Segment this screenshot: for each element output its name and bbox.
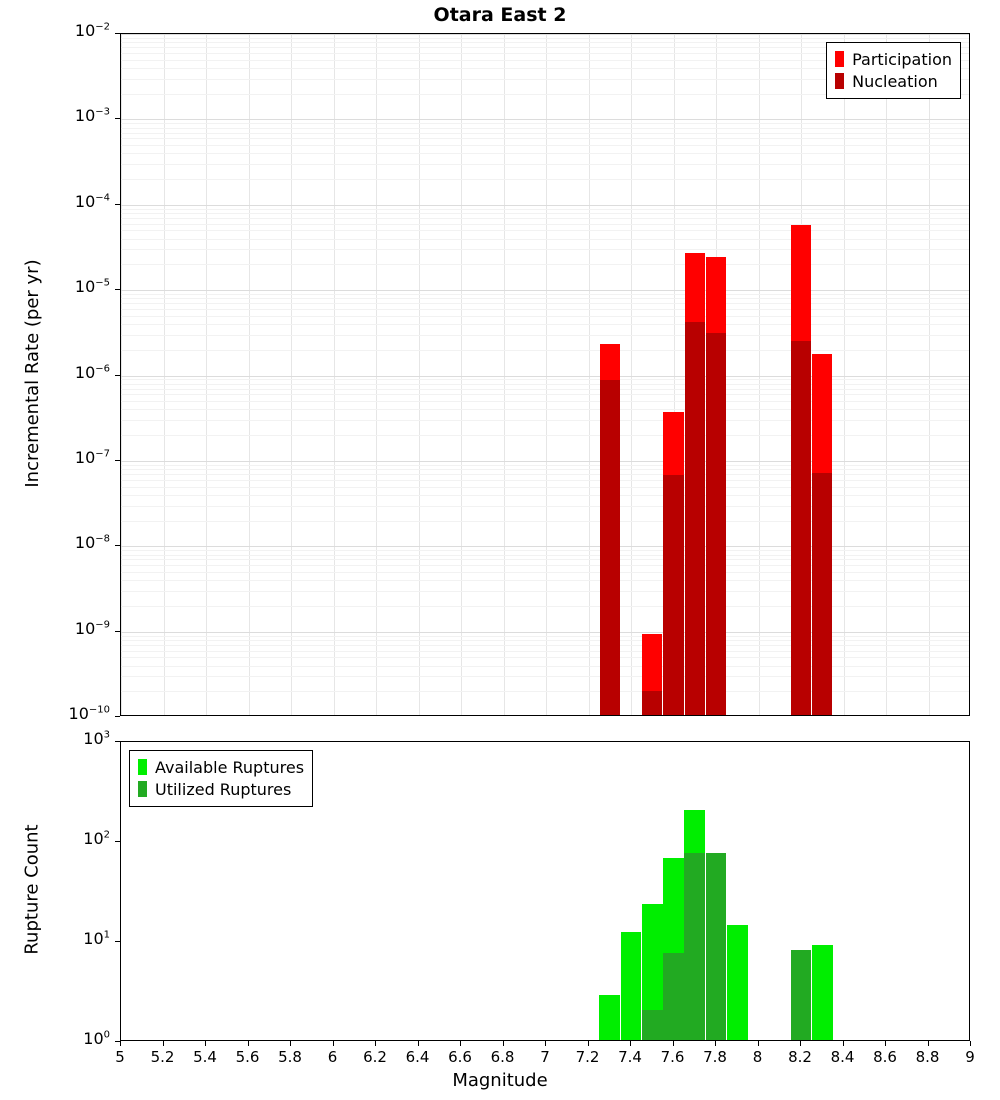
gridline-horizontal bbox=[121, 487, 969, 488]
incremental-rate-plot bbox=[120, 33, 970, 716]
gridline-horizontal bbox=[121, 559, 969, 560]
gridline-horizontal bbox=[121, 119, 969, 120]
legend-item-utilized-ruptures bbox=[138, 778, 304, 800]
gridline-horizontal bbox=[121, 640, 969, 641]
gridline-horizontal bbox=[121, 230, 969, 231]
y-tick-label: $10^{-6}$ bbox=[74, 362, 110, 382]
bar-utilized-ruptures bbox=[684, 853, 705, 1040]
x-tick-label: 8.6 bbox=[873, 1048, 897, 1066]
y-tick-label: $10^{-3}$ bbox=[74, 106, 110, 126]
y-tick-label: $10^0$ bbox=[83, 1029, 110, 1048]
y-tick-label: $10^{-8}$ bbox=[74, 533, 110, 553]
gridline-horizontal bbox=[121, 303, 969, 304]
bar-nucleation bbox=[663, 475, 683, 715]
legend-label-utilized-ruptures: Utilized Ruptures bbox=[155, 779, 292, 799]
x-tick-label: 8.2 bbox=[788, 1048, 812, 1066]
gridline-horizontal bbox=[121, 555, 969, 556]
gridline-horizontal bbox=[121, 565, 969, 566]
bar-nucleation bbox=[812, 473, 832, 715]
x-tick-mark bbox=[120, 1041, 121, 1046]
y-axis-title-incremental-rate: Incremental Rate (per yr) bbox=[21, 258, 43, 488]
y-tick-mark bbox=[115, 631, 120, 632]
gridline-horizontal bbox=[121, 666, 969, 667]
x-tick-mark bbox=[545, 1041, 546, 1046]
x-tick-mark bbox=[758, 1041, 759, 1046]
gridline-horizontal bbox=[121, 209, 969, 210]
x-tick-mark bbox=[928, 1041, 929, 1046]
y-tick-mark bbox=[115, 204, 120, 205]
gridline-horizontal bbox=[121, 591, 969, 592]
x-tick-mark bbox=[290, 1041, 291, 1046]
x-tick-mark bbox=[163, 1041, 164, 1046]
gridline-horizontal bbox=[121, 379, 969, 380]
y-tick-mark bbox=[115, 741, 120, 742]
x-tick-label: 6.8 bbox=[490, 1048, 515, 1066]
bar-utilized-ruptures bbox=[663, 953, 684, 1041]
x-tick-label: 5.8 bbox=[278, 1048, 302, 1066]
gridline-horizontal bbox=[121, 164, 969, 165]
x-tick-label: 7.6 bbox=[660, 1048, 685, 1066]
x-tick-label: 9 bbox=[965, 1048, 975, 1066]
gridline-horizontal bbox=[121, 290, 969, 291]
legend-incremental-rate bbox=[826, 42, 961, 99]
gridline-horizontal bbox=[121, 632, 969, 633]
gridline-horizontal bbox=[121, 350, 969, 351]
gridline-horizontal bbox=[121, 34, 969, 35]
bar-nucleation bbox=[706, 333, 726, 715]
legend-label-available-ruptures: Available Ruptures bbox=[155, 757, 305, 777]
y-tick-label: $10^{-4}$ bbox=[74, 191, 110, 211]
gridline-horizontal bbox=[121, 389, 969, 390]
bar-available-ruptures bbox=[599, 995, 620, 1040]
legend-label-participation: Participation bbox=[852, 49, 952, 69]
legend-item-nucleation bbox=[835, 70, 952, 92]
gridline-horizontal bbox=[121, 309, 969, 310]
y-axis-title-rupture-count: Rupture Count bbox=[21, 824, 43, 955]
legend-swatch-participation bbox=[835, 51, 844, 67]
gridline-vertical bbox=[461, 34, 462, 715]
y-tick-label: $10^{-7}$ bbox=[74, 447, 110, 467]
x-tick-mark bbox=[970, 1041, 971, 1046]
x-tick-mark bbox=[588, 1041, 589, 1046]
gridline-horizontal bbox=[121, 38, 969, 39]
x-tick-label: 5.6 bbox=[235, 1048, 260, 1066]
gridline-horizontal bbox=[121, 335, 969, 336]
gridline-horizontal bbox=[121, 420, 969, 421]
bar-utilized-ruptures bbox=[706, 853, 727, 1040]
x-tick-mark bbox=[418, 1041, 419, 1046]
y-tick-mark bbox=[115, 289, 120, 290]
x-tick-label: 6.6 bbox=[448, 1048, 472, 1066]
x-tick-label: 7.2 bbox=[575, 1048, 600, 1066]
gridline-horizontal bbox=[121, 133, 969, 134]
gridline-vertical bbox=[121, 34, 122, 715]
y-tick-label: $10^{-9}$ bbox=[74, 618, 110, 638]
bar-available-ruptures bbox=[621, 932, 642, 1040]
gridline-vertical bbox=[419, 34, 420, 715]
bar-nucleation bbox=[791, 341, 811, 715]
y-tick-mark bbox=[115, 118, 120, 119]
gridline-horizontal bbox=[121, 495, 969, 496]
gridline-horizontal bbox=[121, 298, 969, 299]
gridline-horizontal bbox=[121, 580, 969, 581]
gridline-vertical bbox=[334, 34, 335, 715]
x-tick-mark bbox=[673, 1041, 674, 1046]
gridline-horizontal bbox=[121, 264, 969, 265]
gridline-horizontal bbox=[121, 572, 969, 573]
bar-utilized-ruptures bbox=[642, 1010, 663, 1040]
gridline-vertical bbox=[844, 34, 845, 715]
gridline-horizontal bbox=[121, 218, 969, 219]
x-tick-mark bbox=[205, 1041, 206, 1046]
gridline-horizontal bbox=[121, 606, 969, 607]
gridline-horizontal bbox=[121, 123, 969, 124]
gridline-horizontal bbox=[121, 145, 969, 146]
x-tick-label: 5 bbox=[115, 1048, 125, 1066]
gridline-vertical bbox=[631, 34, 632, 715]
y-tick-mark bbox=[115, 941, 120, 942]
y-tick-label: $10^{-2}$ bbox=[74, 21, 110, 40]
gridline-horizontal bbox=[121, 153, 969, 154]
gridline-vertical bbox=[546, 34, 547, 715]
gridline-horizontal bbox=[121, 521, 969, 522]
y-tick-label: $10^1$ bbox=[83, 929, 110, 948]
gridline-horizontal bbox=[121, 128, 969, 129]
x-tick-mark bbox=[630, 1041, 631, 1046]
x-tick-mark bbox=[843, 1041, 844, 1046]
gridline-horizontal bbox=[121, 435, 969, 436]
gridline-horizontal bbox=[121, 324, 969, 325]
y-tick-mark bbox=[115, 716, 120, 717]
legend-rupture-count bbox=[129, 750, 313, 807]
gridline-horizontal bbox=[121, 316, 969, 317]
legend-swatch-nucleation bbox=[835, 73, 844, 89]
gridline-horizontal bbox=[121, 384, 969, 385]
x-tick-mark bbox=[375, 1041, 376, 1046]
gridline-horizontal bbox=[121, 550, 969, 551]
x-tick-label: 6.4 bbox=[405, 1048, 430, 1066]
x-tick-label: 7 bbox=[540, 1048, 550, 1066]
gridline-horizontal bbox=[121, 138, 969, 139]
gridline-vertical bbox=[504, 34, 505, 715]
gridline-horizontal bbox=[121, 294, 969, 295]
bar-nucleation bbox=[685, 322, 705, 715]
gridline-horizontal bbox=[121, 651, 969, 652]
gridline-vertical bbox=[291, 34, 292, 715]
gridline-horizontal bbox=[121, 224, 969, 225]
gridline-horizontal bbox=[121, 469, 969, 470]
gridline-vertical bbox=[886, 34, 887, 715]
x-tick-label: 8 bbox=[752, 1048, 763, 1066]
gridline-horizontal bbox=[121, 401, 969, 402]
gridline-horizontal bbox=[121, 691, 969, 692]
legend-swatch-utilized-ruptures bbox=[138, 781, 147, 797]
page-title: Otara East 2 bbox=[433, 4, 567, 26]
y-tick-label: $10^3$ bbox=[83, 729, 110, 748]
gridline-vertical bbox=[249, 34, 250, 715]
gridline-horizontal bbox=[121, 239, 969, 240]
y-tick-label: $10^{-10}$ bbox=[68, 704, 110, 723]
x-tick-mark bbox=[800, 1041, 801, 1046]
gridline-horizontal bbox=[121, 179, 969, 180]
gridline-vertical bbox=[589, 34, 590, 715]
gridline-horizontal bbox=[121, 213, 969, 214]
x-tick-mark bbox=[333, 1041, 334, 1046]
gridline-horizontal bbox=[121, 394, 969, 395]
legend-label-nucleation: Nucleation bbox=[852, 71, 938, 91]
x-tick-label: 5.4 bbox=[193, 1048, 217, 1066]
gridline-vertical bbox=[376, 34, 377, 715]
gridline-horizontal bbox=[121, 676, 969, 677]
gridline-vertical bbox=[164, 34, 165, 715]
gridline-horizontal bbox=[121, 249, 969, 250]
gridline-horizontal bbox=[121, 205, 969, 206]
incremental-rate-plot-area bbox=[121, 34, 969, 715]
x-tick-mark bbox=[248, 1041, 249, 1046]
gridline-horizontal bbox=[121, 465, 969, 466]
gridline-horizontal bbox=[121, 657, 969, 658]
x-tick-label: 6 bbox=[327, 1048, 338, 1066]
gridline-horizontal bbox=[121, 461, 969, 462]
gridline-vertical bbox=[206, 34, 207, 715]
x-tick-label: 8.8 bbox=[915, 1048, 940, 1066]
bar-nucleation bbox=[600, 380, 620, 715]
x-tick-label: 5.2 bbox=[150, 1048, 175, 1066]
bar-nucleation bbox=[642, 691, 662, 715]
gridline-horizontal bbox=[121, 480, 969, 481]
gridline-horizontal bbox=[121, 409, 969, 410]
x-tick-mark bbox=[715, 1041, 716, 1046]
y-tick-label: $10^{-5}$ bbox=[74, 277, 110, 297]
y-tick-label: $10^2$ bbox=[83, 829, 110, 848]
x-tick-label: 8.4 bbox=[830, 1048, 855, 1066]
x-tick-label: 6.2 bbox=[363, 1048, 387, 1066]
gridline-vertical bbox=[759, 34, 760, 715]
bar-available-ruptures bbox=[727, 925, 748, 1040]
bar-available-ruptures bbox=[812, 945, 833, 1040]
gridline-horizontal bbox=[121, 645, 969, 646]
gridline-horizontal bbox=[121, 376, 969, 377]
legend-item-participation bbox=[835, 48, 952, 70]
gridline-horizontal bbox=[121, 506, 969, 507]
x-axis-title: Magnitude bbox=[452, 1070, 548, 1091]
bar-utilized-ruptures bbox=[791, 950, 812, 1040]
legend-item-available-ruptures bbox=[138, 756, 304, 778]
gridline-horizontal bbox=[121, 474, 969, 475]
x-tick-label: 7.4 bbox=[618, 1048, 642, 1066]
y-tick-mark bbox=[115, 33, 120, 34]
gridline-horizontal bbox=[121, 546, 969, 547]
y-tick-mark bbox=[115, 375, 120, 376]
y-tick-mark bbox=[115, 545, 120, 546]
x-tick-label: 7.8 bbox=[703, 1048, 727, 1066]
legend-swatch-available-ruptures bbox=[138, 759, 147, 775]
x-tick-mark bbox=[503, 1041, 504, 1046]
x-tick-mark bbox=[460, 1041, 461, 1046]
y-tick-mark bbox=[115, 841, 120, 842]
x-tick-mark bbox=[885, 1041, 886, 1046]
rupture-count-plot bbox=[120, 741, 970, 1041]
gridline-vertical bbox=[929, 34, 930, 715]
y-tick-mark bbox=[115, 460, 120, 461]
gridline-horizontal bbox=[121, 636, 969, 637]
